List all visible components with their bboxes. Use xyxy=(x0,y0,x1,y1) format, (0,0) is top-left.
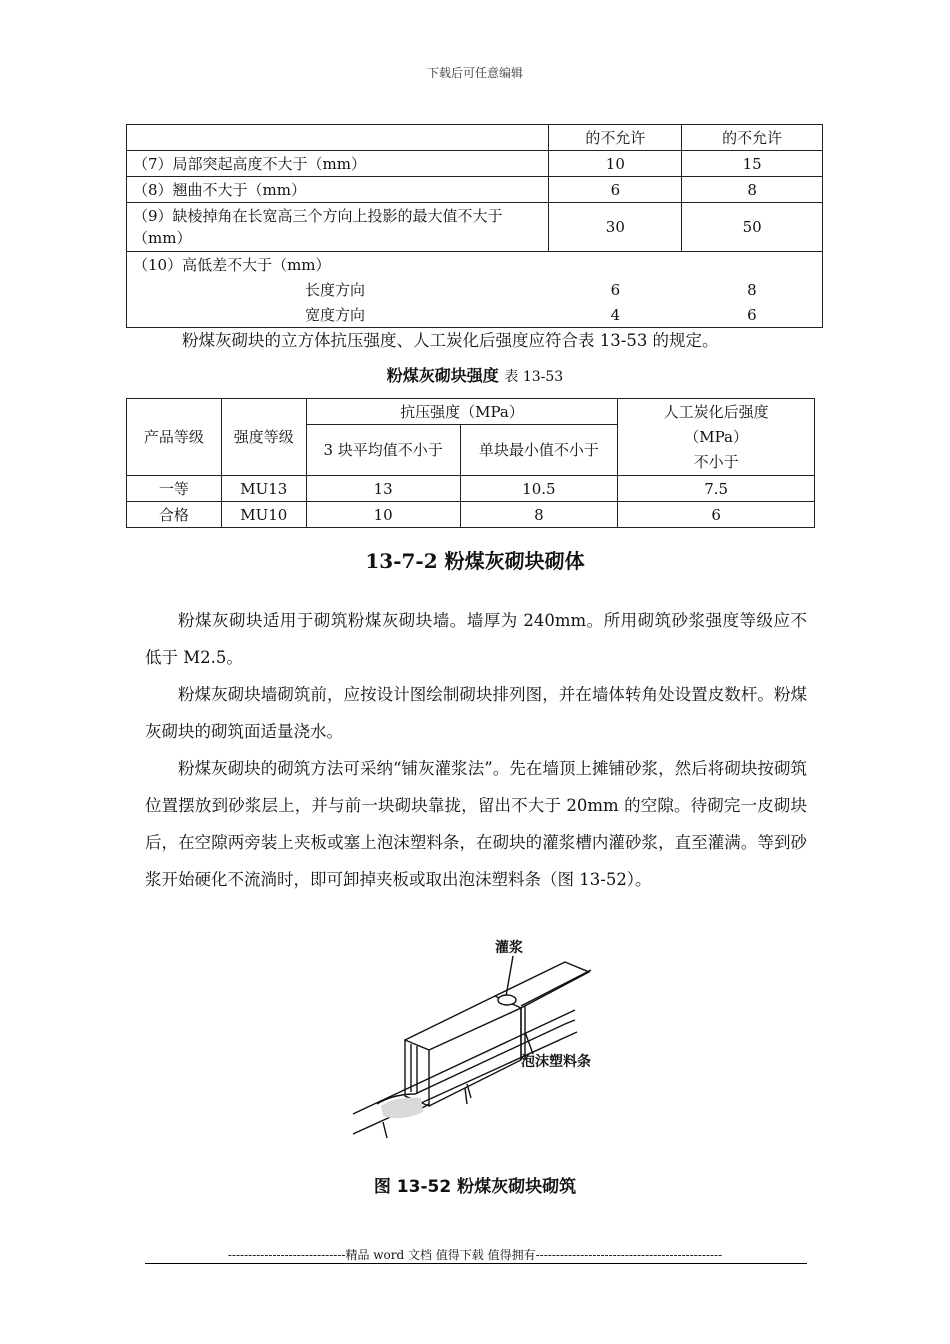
paragraph: 粉煤灰砌块的砌筑方法可采纳“铺灰灌浆法”。先在墙顶上摊铺砂浆，然后将砌块按砌筑位置摆放到砂浆层上，并与前一块砌块靠拢，留出不大于 20mm 的空隙。待砌完一皮砌块后，在空隙两旁装上夹板或塞上泡沫塑料条，在砌块的灌浆槽内灌砂浆，直至灌满。等到砂浆开始硬化不流淌时，即可卸掉夹板或取出泡沫塑料条（图 13-52）。 xyxy=(145,759,807,889)
subrow-label: 长度方向 xyxy=(127,277,549,302)
header-carbonation-line: 不小于 xyxy=(693,452,739,471)
row-value: 50 xyxy=(682,203,823,252)
figure-block-masonry xyxy=(345,936,615,1152)
header-minimum: 单块最小值不小于 xyxy=(460,425,618,476)
row-label: （7）局部突起高度不大于（mm） xyxy=(127,151,549,177)
table-row xyxy=(127,203,823,252)
header-carbonation-line: （MPa） xyxy=(684,427,748,446)
page-header: 下载后可任意编辑 xyxy=(426,66,523,80)
subrow-label: 宽度方向 xyxy=(127,302,549,328)
row-value: 30 xyxy=(549,203,682,252)
footer-text: -----------------------------精品 word 文档 值得下载 值得拥有---------------------------------------------- xyxy=(227,1248,723,1262)
header-product-grade: 产品等级 xyxy=(127,399,222,476)
row-label: （8）翘曲不大于（mm） xyxy=(127,177,549,203)
cell-carbonation: 7.5 xyxy=(618,476,815,502)
label-grout: 灌浆 xyxy=(495,940,523,956)
cell-grade: MU10 xyxy=(221,502,306,528)
label-foam-strip: 泡沫塑料条 xyxy=(521,1054,591,1070)
cell-product: 一等 xyxy=(127,476,222,502)
row-value: 10 xyxy=(549,151,682,177)
paragraph: 粉煤灰砌块墙砌筑前，应按设计图绘制砌块排列图，并在墙体转角处设置皮数杆。粉煤灰砌块的砌筑面适量浇水。 xyxy=(145,685,807,741)
table-caption xyxy=(0,363,950,386)
table-header-cell: 的不允许 xyxy=(682,125,823,151)
row-value: 8 xyxy=(682,177,823,203)
table-row xyxy=(127,252,823,278)
table-header-row xyxy=(127,125,823,151)
masonry-illustration xyxy=(345,936,615,1152)
row-value: 8 xyxy=(682,277,823,302)
cell-minimum: 8 xyxy=(460,502,618,528)
row-value: 6 xyxy=(682,302,823,328)
table-caption-number: 表 13-53 xyxy=(504,369,564,385)
table-header-cell: 的不允许 xyxy=(549,125,682,151)
header-carbonation xyxy=(618,399,815,476)
intro-sentence: 粉煤灰砌块的立方体抗压强度、人工炭化后强度应符合表 13-53 的规定。 xyxy=(182,331,719,350)
row-value: 4 xyxy=(549,302,682,328)
table-subrow xyxy=(127,277,823,302)
header-strength-grade: 强度等级 xyxy=(221,399,306,476)
table-header-cell xyxy=(127,125,549,151)
row-label: （10）高低差不大于（mm） xyxy=(127,252,823,278)
row-value: 15 xyxy=(682,151,823,177)
table-row xyxy=(127,476,815,502)
paragraph: 粉煤灰砌块适用于砌筑粉煤灰砌块墙。墙厚为 240mm。所用砌筑砂浆强度等级应不低于 M2.5。 xyxy=(145,611,807,667)
cell-product: 合格 xyxy=(127,502,222,528)
header-average: 3 块平均值不小于 xyxy=(306,425,460,476)
header-carbonation-line: 人工炭化后强度 xyxy=(663,402,769,421)
row-value: 6 xyxy=(610,280,621,299)
strength-table xyxy=(126,398,815,528)
cell-minimum: 10.5 xyxy=(460,476,618,502)
table-row xyxy=(127,502,815,528)
cell-average: 13 xyxy=(306,476,460,502)
section-title: 13-7-2 粉煤灰砌块砌体 xyxy=(365,549,585,573)
figure-caption: 图 13-52 粉煤灰砌块砌筑 xyxy=(373,1177,577,1197)
table-header-row xyxy=(127,399,815,425)
row-value: 6 xyxy=(549,177,682,203)
footer-divider xyxy=(145,1263,807,1264)
table-caption-title: 粉煤灰砌块强度 xyxy=(386,366,499,385)
body-text xyxy=(145,602,807,898)
table-row xyxy=(127,177,823,203)
row-label: （9）缺棱掉角在长宽高三个方向上投影的最大值不大于（mm） xyxy=(127,203,549,252)
defect-limits-table xyxy=(126,124,823,328)
table-row xyxy=(127,151,823,177)
header-compressive: 抗压强度（MPa） xyxy=(306,399,617,425)
cell-grade: MU13 xyxy=(221,476,306,502)
cell-average: 10 xyxy=(306,502,460,528)
cell-carbonation: 6 xyxy=(618,502,815,528)
